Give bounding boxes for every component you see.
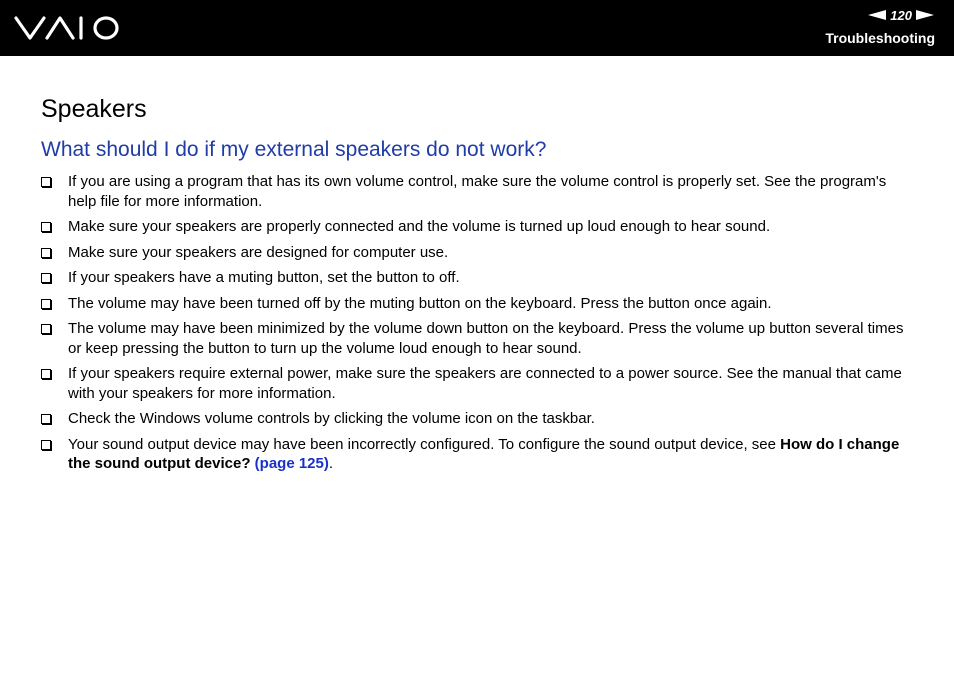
list-item: Check the Windows volume controls by clicking the volume icon on the taskbar.: [41, 409, 913, 429]
list-item: Make sure your speakers are properly connected and the volume is turned up loud enough to hear sound.: [41, 217, 913, 237]
checkbox-bullet-icon: [41, 414, 51, 424]
list-item: The volume may have been minimized by the volume down button on the keyboard. Press the volume up button several times or keep pressing the button to turn up the volume loud enough to hear sound.: [41, 319, 913, 358]
page-number: 120: [890, 7, 912, 23]
list-item: If your speakers have a muting button, set the button to off.: [41, 268, 913, 288]
next-page-icon[interactable]: [916, 10, 934, 20]
vaio-logo: [14, 15, 120, 46]
cross-reference-title: How do I change the sound output device?: [68, 435, 900, 472]
checkbox-bullet-icon: [41, 273, 51, 283]
list-item: Make sure your speakers are designed for computer use.: [41, 243, 913, 263]
list-item: If you are using a program that has its own volume control, make sure the volume control is properly set. See the program's help file for more information.: [41, 172, 913, 211]
header-bar: [0, 0, 954, 56]
vaio-logo-icon: [14, 15, 120, 41]
checkbox-bullet-icon: [41, 440, 51, 450]
checkbox-bullet-icon: [41, 369, 51, 379]
checkbox-bullet-icon: [41, 248, 51, 258]
page-125-link[interactable]: (page 125): [254, 455, 329, 472]
page-navigation: [868, 7, 934, 23]
page-title: Speakers: [41, 95, 147, 123]
checkbox-bullet-icon: [41, 299, 51, 309]
list-item: Your sound output device may have been incorrectly configured. To configure the sound output device, see How do I change the sound output device? (page 125).: [41, 435, 913, 474]
previous-page-icon[interactable]: [868, 10, 886, 20]
troubleshooting-list: [41, 172, 913, 480]
checkbox-bullet-icon: [41, 222, 51, 232]
question-heading: What should I do if my external speakers do not work?: [41, 138, 547, 161]
checkbox-bullet-icon: [41, 177, 51, 187]
checkbox-bullet-icon: [41, 324, 51, 334]
list-item: The volume may have been turned off by the muting button on the keyboard. Press the button once again.: [41, 294, 913, 314]
section-label: Troubleshooting: [825, 30, 935, 46]
list-item: If your speakers require external power, make sure the speakers are connected to a power source. See the manual that came with your speakers for more information.: [41, 364, 913, 403]
